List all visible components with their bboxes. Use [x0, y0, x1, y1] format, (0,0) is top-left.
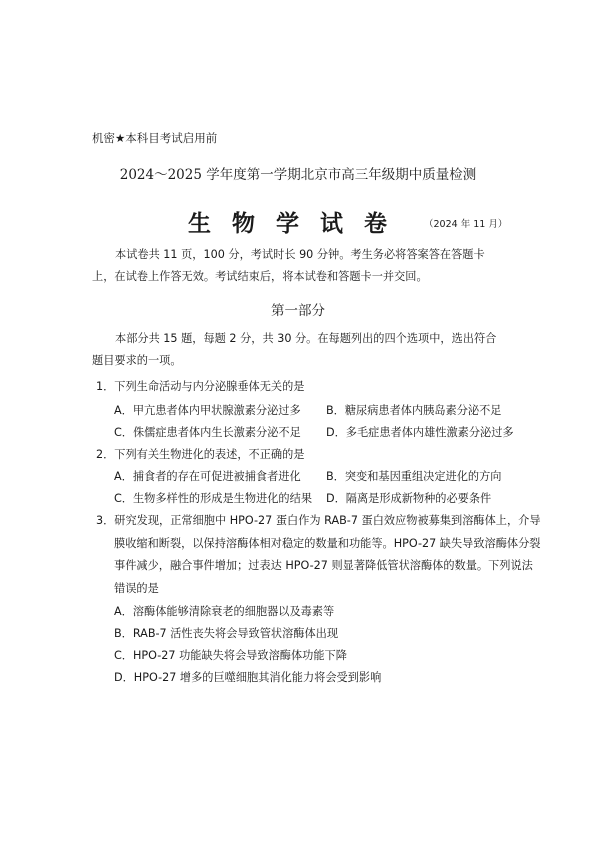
exam-title: 2024～2025 学年度第一学期北京市高三年级期中质量检测: [119, 167, 477, 183]
confidential-notice: 机密★本科目考试启用前: [92, 131, 218, 145]
question-3-option-a: A．溶酶体能够清除衰老的细胞器以及毒素等: [114, 605, 335, 618]
question-3-stem-line-3: 事件减少，融合事件增加；过表达 HPO-27 则显著降低管状溶酶体的数量。下列说法: [114, 559, 533, 572]
question-1-option-a: A．甲亢患者体内甲状腺激素分泌过多: [114, 404, 301, 417]
question-1-option-b: B．糖尿病患者体内胰岛素分泌不足: [326, 404, 502, 417]
subject-title: 生物学试卷: [188, 210, 408, 237]
question-3-option-c: C．HPO-27 功能缺失将会导致溶酶体功能下降: [114, 649, 347, 662]
question-1-stem: 1．下列生命活动与内分泌腺垂体无关的是: [96, 380, 305, 393]
question-2-option-a: A．捕食者的存在可促进被捕食者进化: [114, 470, 301, 483]
question-3-option-b: B．RAB-7 活性丧失将会导致管状溶酶体出现: [114, 627, 339, 640]
section-instructions: 本部分共 15 题，每题 2 分，共 30 分。在每题列出的四个选项中，选出符合题目要求的一项。: [92, 332, 497, 367]
question-2-option-d: D．隔离是形成新物种的必要条件: [326, 492, 492, 505]
question-2-stem: 2．下列有关生物进化的表述，不正确的是: [96, 448, 305, 461]
exam-date: （2024 年 11 月）: [424, 219, 508, 230]
section-title: 第一部分: [271, 303, 325, 319]
exam-intro: 本试卷共 11 页，100 分，考试时长 90 分钟。考生务必将答案答在答题卡上，在试卷上作答无效。考试结束后，将本试卷和答题卡一并交回。: [92, 248, 485, 283]
question-3-option-d: D．HPO-27 增多的巨噬细胞其消化能力将会受到影响: [114, 671, 382, 684]
question-3-stem-line-1: 3．研究发现，正常细胞中 HPO-27 蛋白作为 RAB-7 蛋白效应物被募集到溶酶体上，介导: [96, 514, 541, 527]
question-3-stem-line-2: 膜收缩和断裂，以保持溶酶体相对稳定的数量和功能等。HPO-27 缺失导致溶酶体分裂: [114, 537, 541, 550]
question-1-option-c: C．侏儒症患者体内生长激素分泌不足: [114, 426, 301, 439]
question-1-option-d: D．多毛症患者体内雄性激素分泌过多: [326, 426, 514, 439]
question-3-stem-line-4: 错误的是: [114, 582, 159, 595]
question-2-option-b: B．突变和基因重组决定进化的方向: [326, 470, 502, 483]
question-2-option-c: C．生物多样性的形成是生物进化的结果: [114, 492, 313, 505]
